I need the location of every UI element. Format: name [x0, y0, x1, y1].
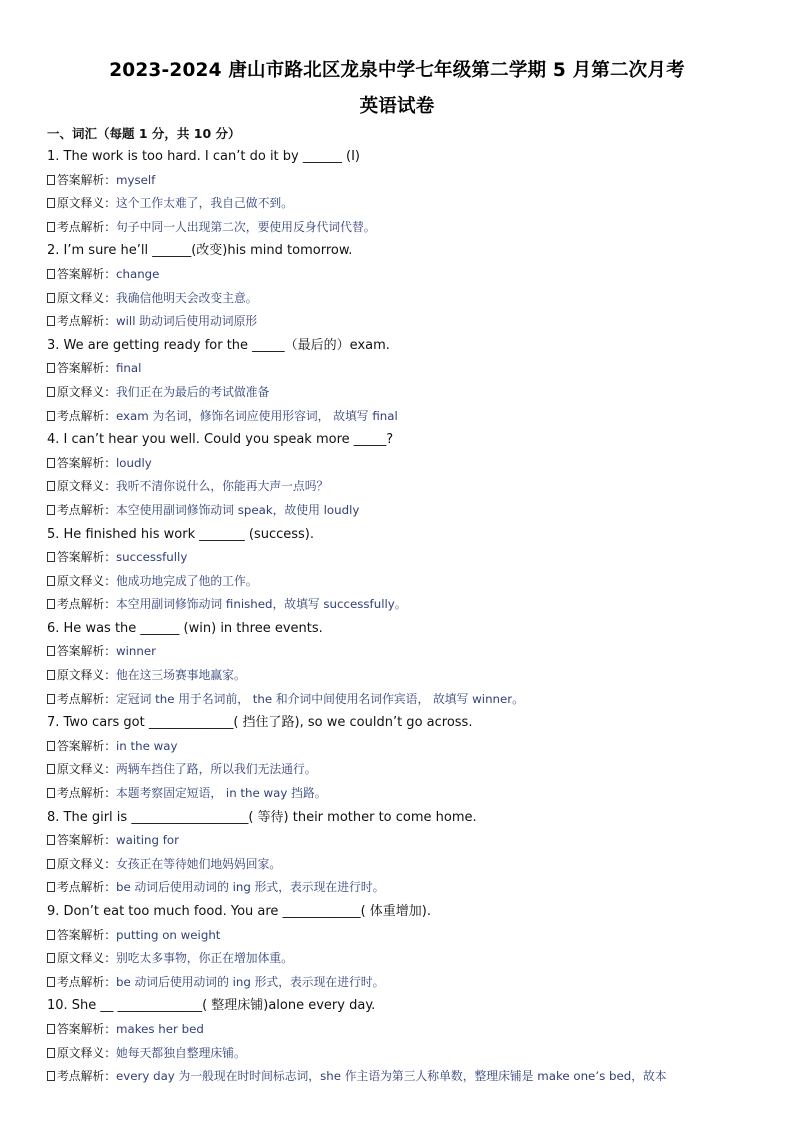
translation-explanation-value: 他在这三场赛事地赢家。 — [116, 668, 246, 683]
exam-subtitle: 英语试卷 — [359, 96, 435, 117]
answer-blank: _____ — [252, 337, 285, 353]
translation-explanation-label: 原文释义： — [57, 856, 116, 871]
question-text: 7. Two cars got — [47, 715, 149, 731]
checkbox-icon — [47, 481, 55, 491]
point-explanation-label: 考点解析： — [57, 219, 116, 234]
point-explanation — [47, 310, 757, 334]
translation-explanation-value: 他成功地完成了他的工作。 — [116, 573, 258, 588]
translation-explanation — [47, 1042, 757, 1066]
checkbox-icon — [47, 599, 55, 609]
answer-blank: _______ — [199, 526, 245, 542]
question-stem — [47, 994, 757, 1018]
checkbox-icon — [47, 930, 55, 940]
translation-explanation-value: 这个工作太难了，我自己做不到。 — [116, 196, 293, 211]
answer-explanation-label: 答案解析： — [57, 361, 116, 376]
answer-explanation-label: 答案解析： — [57, 927, 116, 942]
answer-explanation-value: loudly — [116, 455, 152, 470]
point-explanation-value: 句子中同一人出现第二次，要使用反身代词代替。 — [116, 219, 376, 234]
point-explanation-value: 本空使用副词修饰动词 speak，故使用 loudly — [116, 502, 360, 517]
checkbox-icon — [47, 741, 55, 751]
point-explanation-value: every day 为一般现在时时间标志词，she 作主语为第三人称单数，整理床铺是 make one’s bed，故本 — [116, 1069, 667, 1084]
question-text: (I) — [341, 149, 360, 164]
question-stem — [47, 900, 757, 924]
translation-explanation — [47, 287, 757, 311]
answer-blank: _____________ — [117, 998, 203, 1014]
point-explanation — [47, 688, 757, 712]
point-explanation-value: will 助动词后使用动词原形 — [116, 314, 258, 329]
question-stem — [47, 428, 757, 452]
checkbox-icon — [47, 694, 55, 704]
translation-explanation-value: 我们正在为最后的考试做准备 — [116, 384, 270, 399]
translation-explanation — [47, 570, 757, 594]
question-text: ( 体重增加). — [360, 904, 431, 919]
checkbox-icon — [47, 764, 55, 774]
point-explanation — [47, 593, 757, 617]
point-explanation-label: 考点解析： — [57, 786, 116, 801]
question-text: 3. We are getting ready for the — [47, 337, 253, 353]
translation-explanation-label: 原文释义： — [57, 951, 116, 966]
answer-explanation-label: 答案解析： — [57, 172, 116, 187]
answer-explanation — [47, 169, 757, 193]
question-text: (win) in three events. — [179, 620, 323, 636]
point-explanation-value: 本空用副词修饰动词 finished，故填写 successfully。 — [116, 597, 407, 612]
answer-blank: ______ — [152, 243, 192, 259]
question-text: (改变)his mind tomorrow. — [191, 243, 353, 259]
answer-explanation — [47, 829, 757, 853]
question-stem — [47, 334, 757, 358]
answer-explanation — [47, 640, 757, 664]
checkbox-icon — [47, 1071, 55, 1081]
question-stem — [47, 617, 757, 641]
answer-blank: _____ — [353, 432, 387, 448]
point-explanation-value: 定冠词 the 用于名词前， the 和介词中间使用名词作宾语， 故填写 winner。 — [116, 691, 524, 706]
checkbox-icon — [47, 835, 55, 845]
question-list — [47, 145, 757, 1089]
checkbox-icon — [47, 411, 55, 421]
translation-explanation — [47, 758, 757, 782]
translation-explanation-label: 原文释义： — [57, 1045, 116, 1060]
translation-explanation — [47, 664, 757, 688]
answer-blank: _____________ — [148, 715, 234, 731]
translation-explanation-label: 原文释义： — [57, 196, 116, 211]
translation-explanation — [47, 853, 757, 877]
checkbox-icon — [47, 269, 55, 279]
question-text: ( 整理床铺)alone every day. — [202, 998, 376, 1014]
point-explanation-label: 考点解析： — [57, 314, 116, 329]
translation-explanation — [47, 947, 757, 971]
point-explanation-value: be 动词后使用动词的 ing 形式，表示现在进行时。 — [116, 880, 385, 895]
point-explanation — [47, 782, 757, 806]
point-explanation-value: be 动词后使用动词的 ing 形式，表示现在进行时。 — [116, 974, 385, 989]
checkbox-icon — [47, 859, 55, 869]
answer-blank: ____________ — [282, 904, 361, 919]
point-explanation-label: 考点解析： — [57, 502, 116, 517]
translation-explanation-label: 原文释义： — [57, 479, 116, 494]
answer-explanation-label: 答案解析： — [57, 550, 116, 565]
point-explanation-label: 考点解析： — [57, 408, 116, 423]
point-explanation-label: 考点解析： — [57, 691, 116, 706]
checkbox-icon — [47, 788, 55, 798]
answer-explanation — [47, 452, 757, 476]
point-explanation-value: 本题考察固定短语， in the way 挡路。 — [116, 786, 327, 801]
translation-explanation-value: 我确信他明天会改变主意。 — [116, 290, 258, 305]
checkbox-icon — [47, 198, 55, 208]
answer-explanation-value: winner — [116, 644, 156, 659]
point-explanation-value: exam 为名词，修饰名词应使用形容词， 故填写 final — [116, 408, 398, 423]
translation-explanation-value: 两辆车挡住了路，所以我们无法通行。 — [116, 762, 317, 777]
point-explanation — [47, 1065, 757, 1089]
translation-explanation-label: 原文释义： — [57, 384, 116, 399]
question-text: 2. I’m sure he’ll — [47, 243, 153, 259]
translation-explanation — [47, 381, 757, 405]
checkbox-icon — [47, 953, 55, 963]
checkbox-icon — [47, 882, 55, 892]
answer-explanation — [47, 924, 757, 948]
translation-explanation — [47, 192, 757, 216]
answer-explanation-value: waiting for — [116, 833, 179, 848]
checkbox-icon — [47, 1048, 55, 1058]
answer-explanation — [47, 357, 757, 381]
checkbox-icon — [47, 576, 55, 586]
answer-explanation-label: 答案解析： — [57, 1021, 116, 1036]
question-text: ( 挡住了路), so we couldn’t go across. — [233, 715, 473, 731]
section-heading: 一、词汇（每题 1 分，共 10 分） — [47, 126, 241, 141]
translation-explanation-value: 女孩正在等待她们地妈妈回家。 — [116, 856, 282, 871]
answer-explanation — [47, 1018, 757, 1042]
answer-explanation-label: 答案解析： — [57, 738, 116, 753]
answer-explanation — [47, 546, 757, 570]
checkbox-icon — [47, 505, 55, 515]
checkbox-icon — [47, 458, 55, 468]
translation-explanation-label: 原文释义： — [57, 290, 116, 305]
translation-explanation-label: 原文释义： — [57, 762, 116, 777]
question-text: 10. She __ — [47, 998, 118, 1014]
answer-blank: ______ — [140, 620, 180, 636]
answer-explanation-value: successfully — [116, 550, 188, 565]
point-explanation-label: 考点解析： — [57, 597, 116, 612]
checkbox-icon — [47, 387, 55, 397]
point-explanation — [47, 499, 757, 523]
answer-explanation-label: 答案解析： — [57, 833, 116, 848]
question-stem — [47, 806, 757, 830]
translation-explanation-label: 原文释义： — [57, 573, 116, 588]
checkbox-icon — [47, 552, 55, 562]
answer-explanation-value: change — [116, 266, 160, 281]
question-text: （最后的）exam. — [284, 337, 390, 353]
question-text: 6. He was the — [47, 620, 141, 636]
answer-explanation-label: 答案解析： — [57, 455, 116, 470]
point-explanation — [47, 971, 757, 995]
point-explanation-label: 考点解析： — [57, 974, 116, 989]
checkbox-icon — [47, 977, 55, 987]
checkbox-icon — [47, 646, 55, 656]
point-explanation — [47, 216, 757, 240]
checkbox-icon — [47, 1024, 55, 1034]
point-explanation — [47, 876, 757, 900]
answer-explanation-value: putting on weight — [116, 927, 221, 942]
checkbox-icon — [47, 222, 55, 232]
answer-explanation-value: myself — [116, 172, 156, 187]
translation-explanation — [47, 475, 757, 499]
question-text: 9. Don’t eat too much food. You are — [47, 904, 283, 919]
answer-explanation-label: 答案解析： — [57, 644, 116, 659]
question-stem — [47, 711, 757, 735]
answer-explanation-value: in the way — [116, 738, 178, 753]
checkbox-icon — [47, 316, 55, 326]
question-text: 8. The girl is — [47, 809, 132, 825]
answer-explanation — [47, 735, 757, 759]
point-explanation-label: 考点解析： — [57, 880, 116, 895]
exam-title: 2023-2024 唐山市路北区龙泉中学七年级第二学期 5 月第二次月考 — [109, 60, 685, 81]
question-text: ( 等待) their mother to come home. — [248, 809, 477, 825]
point-explanation — [47, 405, 757, 429]
question-stem — [47, 145, 757, 169]
question-text: 1. The work is too hard. I can’t do it by — [47, 149, 303, 164]
answer-blank: ______ — [302, 149, 342, 164]
question-text: ? — [386, 432, 394, 448]
question-stem — [47, 523, 757, 547]
answer-explanation-label: 答案解析： — [57, 266, 116, 281]
question-stem — [47, 239, 757, 263]
point-explanation-label: 考点解析： — [57, 1069, 116, 1084]
question-text: 4. I can’t hear you well. Could you speak more — [47, 432, 354, 448]
translation-explanation-label: 原文释义： — [57, 668, 116, 683]
checkbox-icon — [47, 670, 55, 680]
answer-explanation — [47, 263, 757, 287]
checkbox-icon — [47, 363, 55, 373]
translation-explanation-value: 别吃太多事物，你正在增加体重。 — [116, 951, 293, 966]
answer-blank: __________________ — [131, 809, 249, 825]
checkbox-icon — [47, 175, 55, 185]
answer-explanation-value: makes her bed — [116, 1021, 204, 1036]
question-text: 5. He finished his work — [47, 526, 200, 542]
answer-explanation-value: final — [116, 361, 142, 376]
translation-explanation-value: 我听不清你说什么，你能再大声一点吗？ — [116, 479, 329, 494]
question-text: (success). — [244, 526, 314, 542]
checkbox-icon — [47, 293, 55, 303]
translation-explanation-value: 她每天都独自整理床铺。 — [116, 1045, 246, 1060]
